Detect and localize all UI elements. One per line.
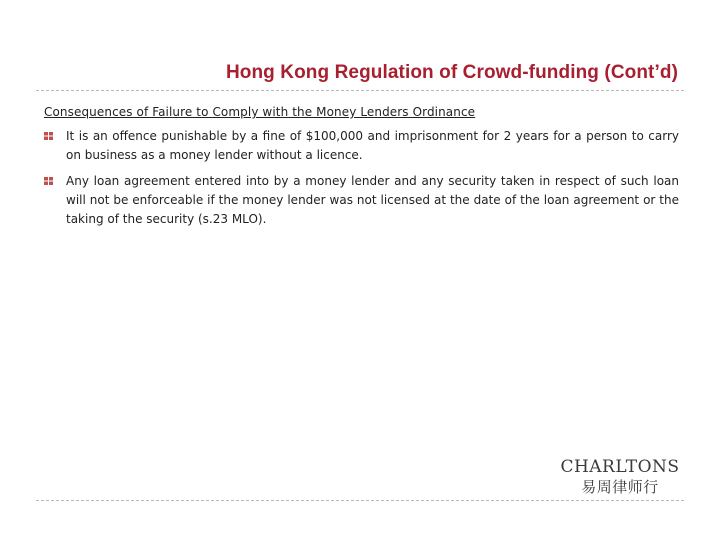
square-bullet-icon (44, 177, 53, 185)
square-bullet-icon (44, 132, 53, 140)
logo-name-en: CHARLTONS (560, 457, 680, 477)
logo-name-zh: 易周律师行 (581, 478, 659, 496)
slide-content (44, 105, 679, 236)
bullet-item-2 (44, 172, 679, 229)
bullet-text-2: Any loan agreement entered into by a money lender and any security taken in respect of such loan will not be enforceable if the money lender was not licensed at the date of the loan agreement or the taking of the security (s.23 MLO). (66, 174, 679, 226)
charltons-logo (558, 457, 682, 497)
slide-title: Hong Kong Regulation of Crowd-funding (Cont’d) (225, 62, 678, 83)
bottom-divider (36, 500, 684, 501)
top-divider (36, 90, 684, 91)
section-heading: Consequences of Failure to Comply with the Money Lenders Ordinance (44, 105, 476, 119)
bullet-text-1: It is an offence punishable by a fine of $100,000 and imprisonment for 2 years for a person to carry on business as a money lender without a licence. (66, 129, 679, 162)
bullet-list (44, 127, 679, 229)
bullet-item-1 (44, 127, 679, 165)
